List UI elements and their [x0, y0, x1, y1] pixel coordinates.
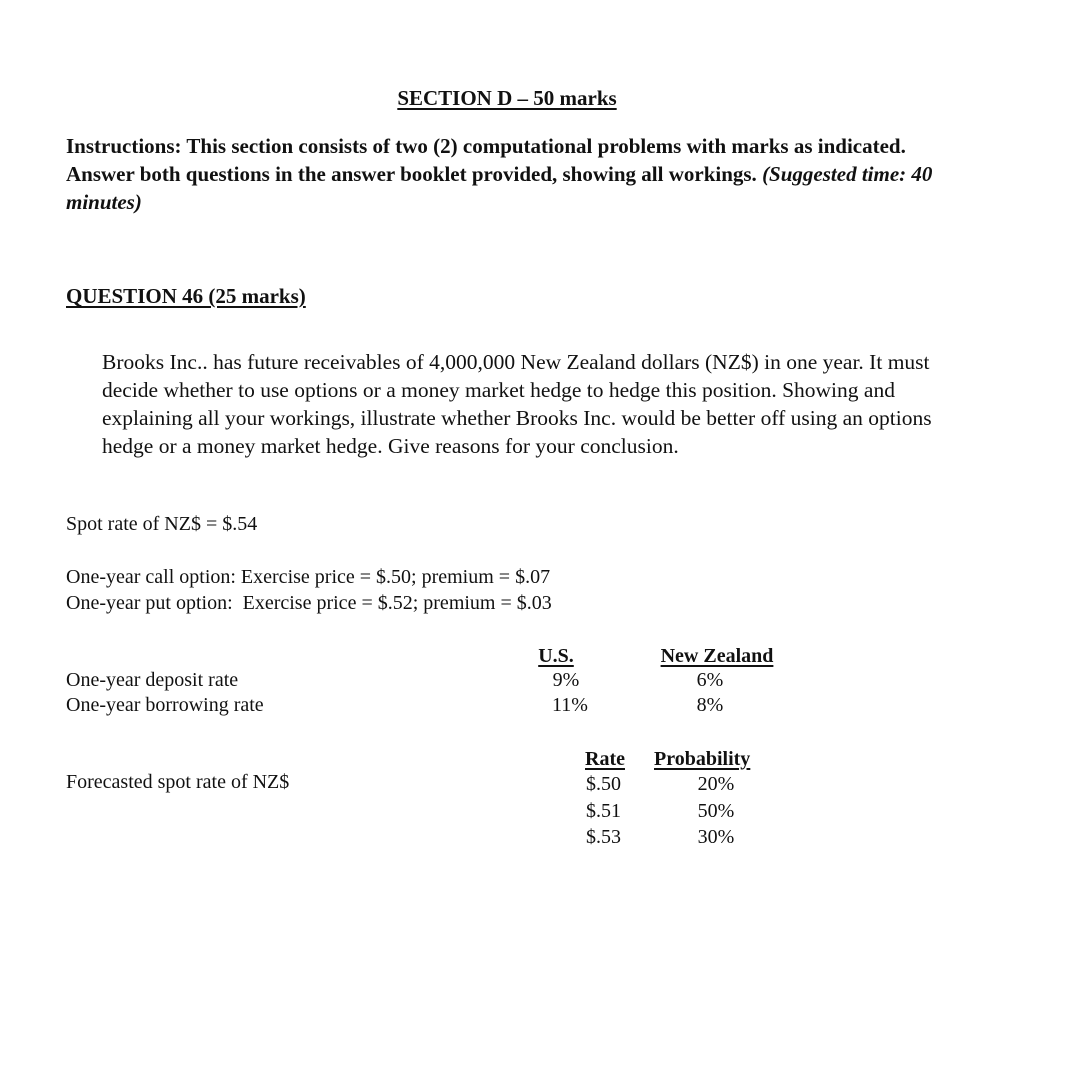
forecast-probability-1: 20%: [697, 773, 735, 795]
deposit-rate-label: One-year deposit rate: [66, 669, 239, 691]
forecast-header-rate: Rate: [585, 748, 625, 770]
question-title: QUESTION 46 (25 marks): [66, 284, 306, 308]
question-text: Brooks Inc.. has future receivables of 4,000,000 New Zealand dollars (NZ$) in one year. It must decide whether to use options or a money market hedge to hedge this position. Showing and explaining all your workings, illustrate whether Brooks Inc. would be better off using an options hedge or a money market hedge. Give reasons for your conclusion.: [102, 350, 932, 458]
forecast-rate-1: $.50: [586, 773, 621, 795]
put-option: One-year put option: Exercise price = $.52; premium = $.03: [66, 592, 552, 614]
forecast-rate-2: $.51: [586, 800, 621, 822]
suggested-time: (Suggested time: 40 minutes): [66, 162, 933, 214]
instructions: [66, 132, 966, 216]
borrowing-rate-us: 11%: [552, 694, 588, 716]
deposit-rate-nz: 6%: [696, 669, 724, 691]
forecast-header-probability: Probability: [654, 748, 751, 770]
borrowing-rate-nz: 8%: [696, 694, 724, 716]
deposit-rate-us: 9%: [552, 669, 580, 691]
rates-header-us: U.S.: [538, 645, 574, 667]
forecast-probability-2: 50%: [697, 800, 735, 822]
forecast-probability-3: 30%: [697, 826, 735, 848]
forecast-label: Forecasted spot rate of NZ$: [66, 771, 290, 793]
forecast-rate-3: $.53: [586, 826, 621, 848]
spot-rate: Spot rate of NZ$ = $.54: [66, 513, 258, 535]
instructions-text: Instructions: This section consists of two (2) computational problems with marks as indicated. Answer both questions in the answer booklet provided, showing all workings.: [66, 134, 906, 186]
call-option: One-year call option: Exercise price = $.50; premium = $.07: [66, 566, 551, 588]
section-title: SECTION D – 50 marks: [397, 86, 617, 110]
borrowing-rate-label: One-year borrowing rate: [66, 694, 264, 716]
rates-header-nz: New Zealand: [660, 645, 774, 667]
